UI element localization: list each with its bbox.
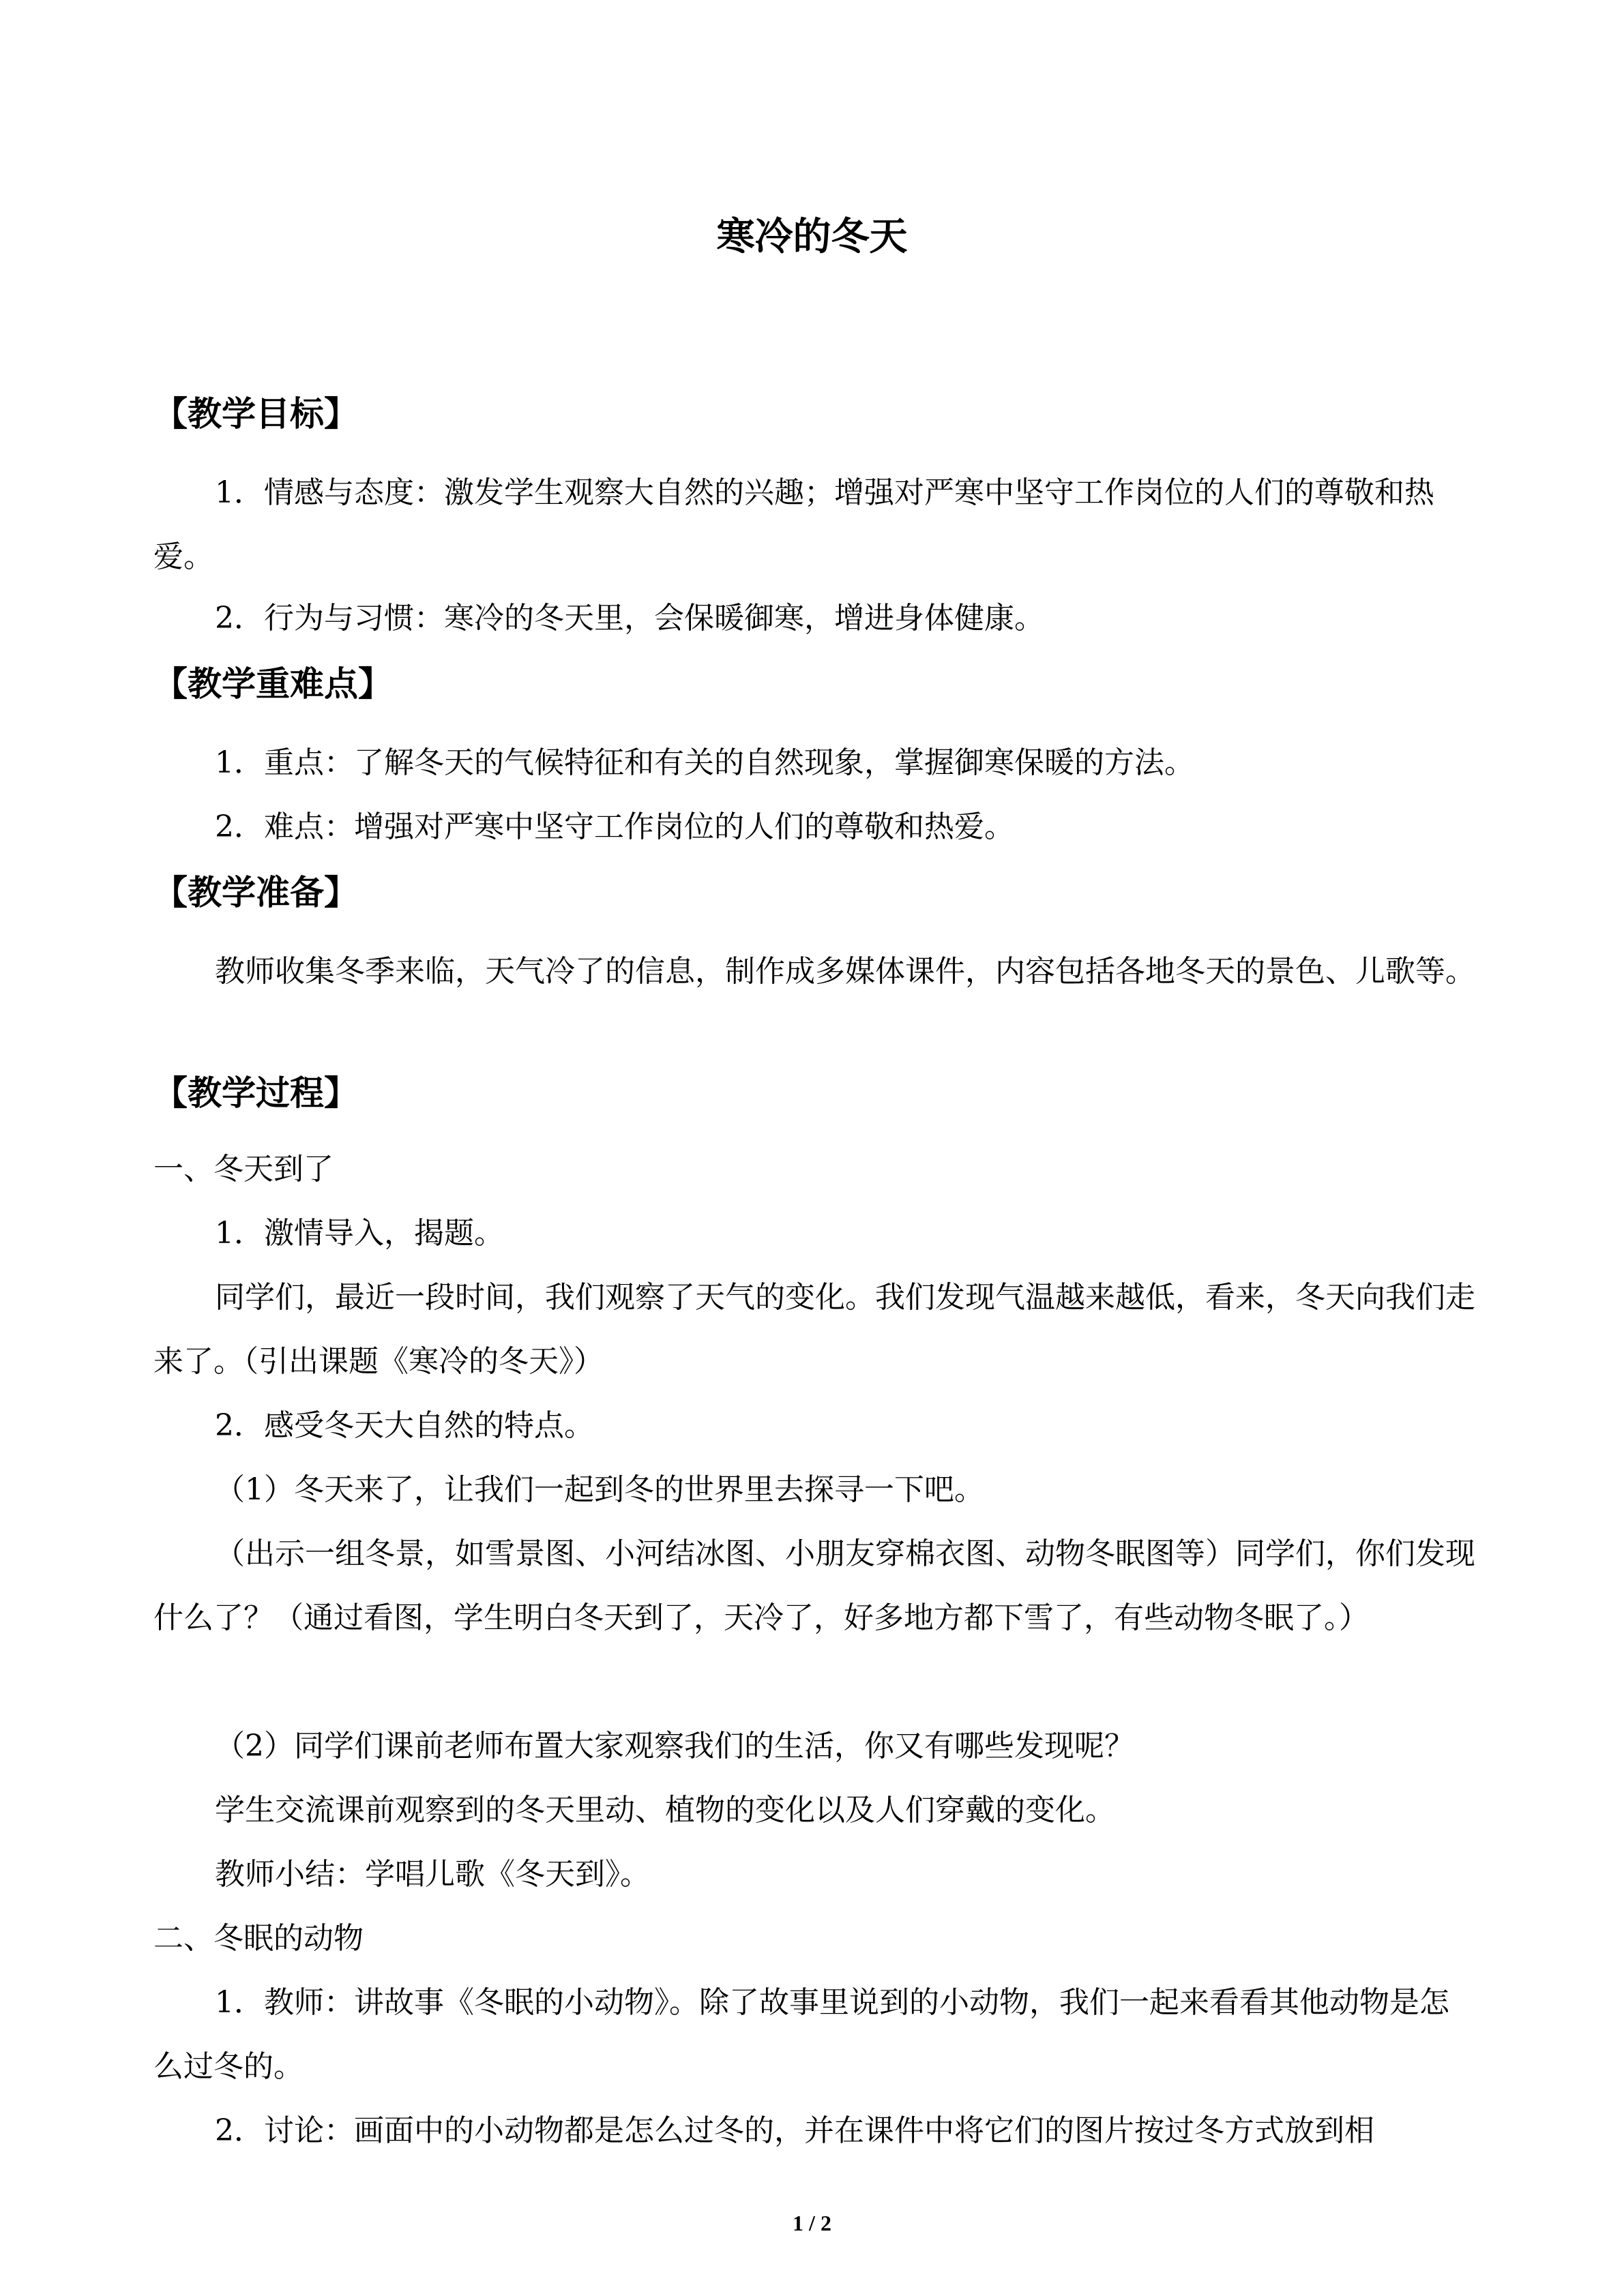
process-part1-item-4: （1）冬天来了，让我们一起到冬的世界里去探寻一下吧。 [215, 1472, 984, 1507]
page-title: 寒冷的冬天 [716, 215, 908, 259]
section-heading-preparation: 【教学准备】 [153, 873, 358, 912]
process-part1-item-8: 教师小结：学唱儿歌《冬天到》。 [215, 1857, 650, 1892]
process-part1-item-1: 1．激情导入，揭题。 [215, 1216, 504, 1251]
process-part1-title: 一、冬天到了 [153, 1152, 334, 1187]
process-part1-item-5: （出示一组冬景，如雪景图、小河结冰图、小朋友穿棉衣图、动物冬眠图等）同学们，你们发现什么了？（通过看图，学生明白冬天到了，天冷了，好多地方都下雪了，有些动物冬眠了。） [153, 1536, 1475, 1635]
process-part1-item-2: 同学们，最近一段时间，我们观察了天气的变化。我们发现气温越来越低，看来，冬天向我们走来了。（引出课题《寒冷的冬天》） [153, 1280, 1475, 1379]
section-heading-process: 【教学过程】 [153, 1073, 358, 1113]
section-heading-goals: 【教学目标】 [153, 394, 358, 434]
goal-item-2: 2．行为与习惯：寒冷的冬天里，会保暖御寒，增进身体健康。 [215, 601, 1044, 636]
process-part1-item-6: （2）同学们课前老师布置大家观察我们的生活，你又有哪些发现呢？ [215, 1729, 1134, 1763]
goal-item-1: 1．情感与态度：激发学生观察大自然的兴趣；增强对严寒中坚守工作岗位的人们的尊敬和热爱。 [153, 475, 1434, 574]
process-part2-title: 二、冬眠的动物 [153, 1921, 364, 1956]
page-number: 1 / 2 [793, 2211, 831, 2235]
process-part1-item-3: 2．感受冬天大自然的特点。 [215, 1408, 594, 1443]
process-part2-item-2: 2．讨论：画面中的小动物都是怎么过冬的，并在课件中将它们的图片按过冬方式放到相 [215, 2113, 1374, 2148]
section-heading-key-points: 【教学重难点】 [153, 664, 392, 704]
key-point-item-1: 1．重点：了解冬天的气候特征和有关的自然现象，掌握御寒保暖的方法。 [215, 745, 1194, 780]
process-part2-item-1: 1．教师：讲故事《冬眠的小动物》。除了故事里说到的小动物，我们一起来看看其他动物是怎么过冬的。 [153, 1985, 1449, 2084]
process-part1-item-7: 学生交流课前观察到的冬天里动、植物的变化以及人们穿戴的变化。 [215, 1793, 1115, 1828]
preparation-item-1: 教师收集冬季来临，天气冷了的信息，制作成多媒体课件，内容包括各地冬天的景色、儿歌等。 [215, 954, 1475, 989]
key-point-item-2: 2．难点：增强对严寒中坚守工作岗位的人们的尊敬和热爱。 [215, 809, 1014, 844]
